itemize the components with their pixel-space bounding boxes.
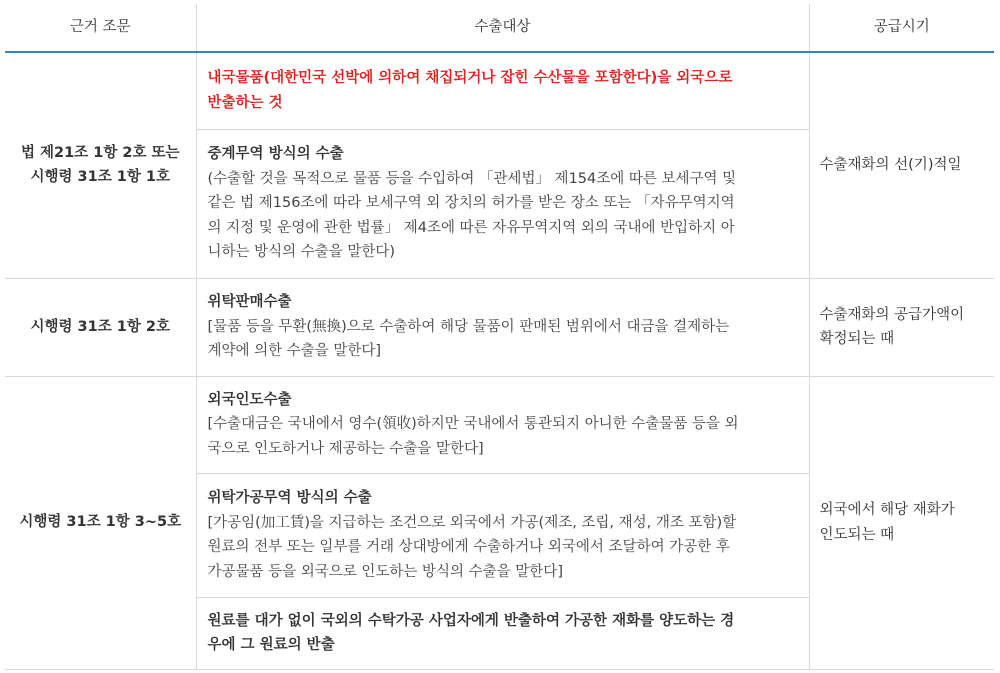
basis-cell (5, 376, 196, 669)
target-description: [물품 등을 무환(無換)으로 수출하여 해당 물품이 판매된 범위에서 대금을 결제하는 계약에 의한 수출을 말한다] (207, 318, 730, 360)
basis-cell (5, 52, 196, 278)
header-basis: 근거 조문 (5, 4, 196, 52)
timing-cell (809, 52, 994, 278)
timing-text: 수출재화의 선(기)적일 (819, 157, 962, 173)
header-timing: 공급시기 (809, 4, 994, 52)
target-cell (196, 278, 809, 376)
table-row (5, 278, 994, 376)
target-cell (196, 597, 809, 669)
target-cell (196, 52, 809, 129)
target-cell (196, 376, 809, 473)
table-row (5, 376, 994, 473)
basis-text: 시행령 31조 1항 3~5호 (19, 514, 182, 531)
target-title: 위탁가공무역 방식의 수출 (207, 490, 372, 506)
timing-text: 외국에서 해당 재화가 인도되는 때 (819, 502, 955, 543)
target-title: 중계무역 방식의 수출 (207, 146, 344, 163)
target-cell (196, 129, 809, 278)
timing-cell (809, 278, 994, 376)
basis-text: 시행령 31조 1항 2호 (30, 318, 171, 335)
target-title: 위탁판매수출 (207, 294, 292, 311)
header-row (5, 4, 994, 52)
header-target: 수출대상 (196, 4, 809, 52)
target-description: [수출대금은 국내에서 영수(領收)하지만 국내에서 통관되지 아니한 수출물품 등을 외 국으로 인도하거나 제공하는 수출을 말한다] (207, 416, 739, 457)
target-title: 외국인도수출 (207, 391, 292, 408)
timing-text: 수출재화의 공급가액이 확정되는 때 (819, 306, 965, 347)
target-title-highlight: 내국물품(대한민국 선박에 의하여 채집되거나 잡힌 수산물을 포함한다)을 외국으로 반출하는 것 (207, 70, 733, 111)
table-row (5, 52, 994, 129)
basis-text: 법 제21조 1항 2호 또는 시행령 31조 1항 1호 (20, 144, 180, 186)
basis-cell (5, 278, 196, 376)
target-description: [가공임(加工賃)을 지급하는 조건으로 외국에서 가공(제조, 조립, 재성, 개조 포함)할 원료의 전부 또는 일부를 거래 상대방에게 수출하거나 외국에서 조달하여 가공한 후 가공물품 등을 외국으로 인도하는 방식의 수출을 말한다] (207, 514, 737, 580)
target-description: (수출할 것을 목적으로 물품 등을 수입하여 「관세법」 제154조에 따른 보세구역 및 같은 법 제156조에 따라 보세구역 외 장치의 허가를 받은 장소 또는 「자유무역지역 의 지정 및 운영에 관한 법률」 제4조에 따른 자유무역지역 외의 국내에 반입하지 아 니하는 방식의 수출을 말한다) (207, 170, 737, 261)
timing-cell (809, 376, 994, 669)
export-supply-timing-table (5, 4, 994, 670)
target-title: 원료를 대가 없이 국외의 수탁가공 사업자에게 반출하여 가공한 재화를 양도하는 경 우에 그 원료의 반출 (207, 612, 735, 653)
target-cell (196, 473, 809, 597)
